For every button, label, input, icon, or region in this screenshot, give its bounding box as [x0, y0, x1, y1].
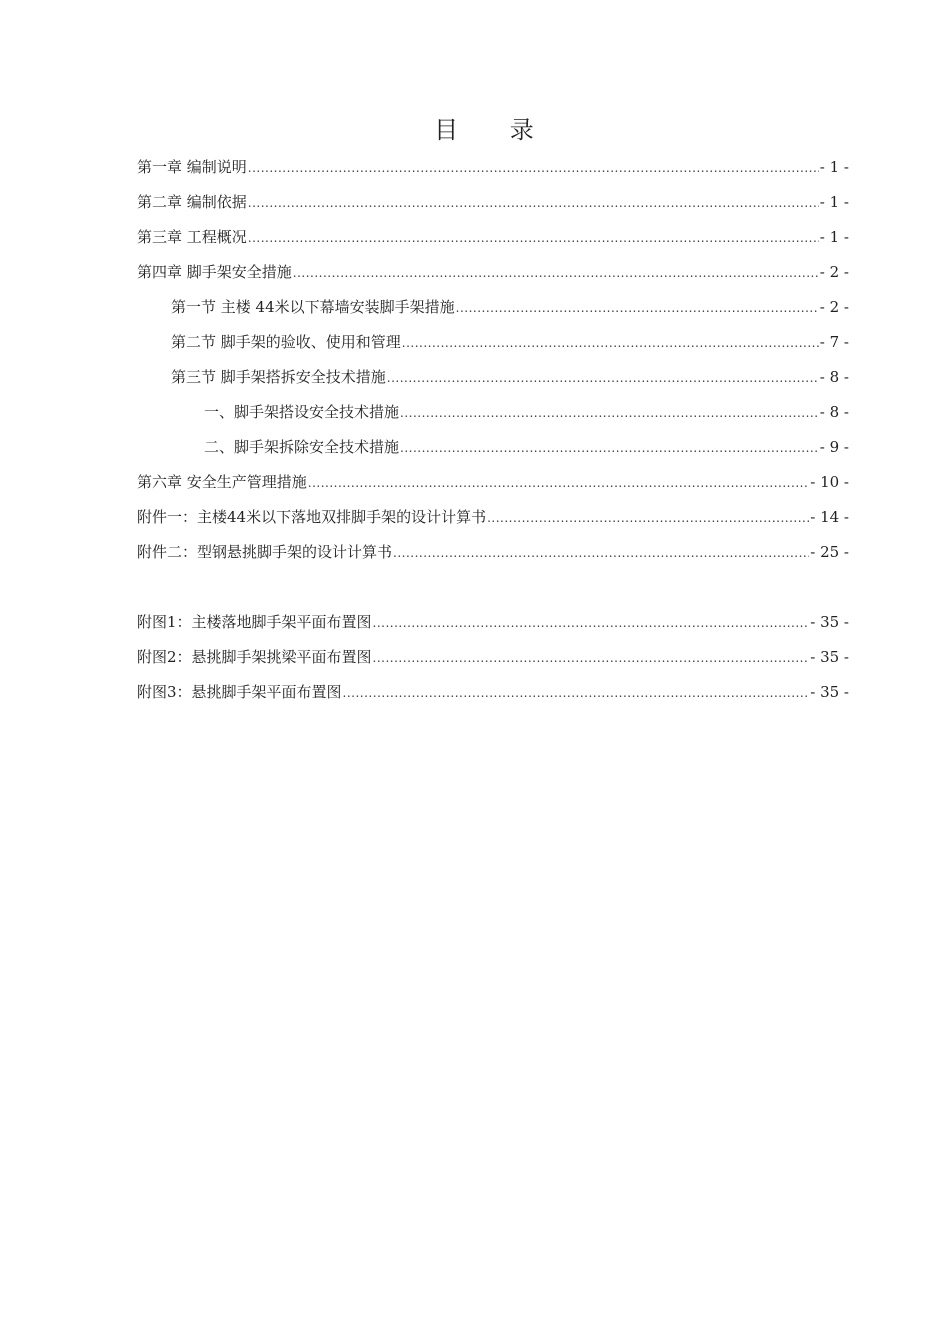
toc-leader-dots: [387, 360, 819, 396]
toc-leader-dots: [308, 465, 809, 501]
toc-entry-page: - 1 -: [819, 193, 849, 211]
toc-entry-page: - 2 -: [819, 263, 849, 281]
toc-entry-text: 附件二：型钢悬挑脚手架的设计计算书: [137, 543, 393, 561]
toc-entry-text: 第二章 编制依据: [137, 193, 247, 211]
toc-entry-page: - 2 -: [819, 298, 849, 316]
toc-entry-text: 附件一：主楼44米以下落地双排脚手架的设计计算书: [137, 508, 487, 526]
toc-entry-text: 一、脚手架搭设安全技术措施: [204, 403, 400, 421]
toc-entry-text: 附图2：悬挑脚手架挑梁平面布置图: [137, 648, 372, 666]
toc-entry[interactable]: [137, 220, 849, 255]
toc-entry-page: - 8 -: [819, 403, 849, 421]
toc-entry-text: 二、脚手架拆除安全技术措施: [204, 438, 400, 456]
toc-entry[interactable]: [137, 360, 849, 395]
toc-entry-page: - 10 -: [810, 473, 849, 491]
toc-leader-dots: [456, 290, 819, 326]
toc-entry-page: - 14 -: [810, 508, 849, 526]
toc-entry[interactable]: [137, 465, 849, 500]
toc-entry-page: - 1 -: [819, 228, 849, 246]
toc-entry-text: 第三章 工程概况: [137, 228, 247, 246]
toc-entry-text: 附图3：悬挑脚手架平面布置图: [137, 683, 342, 701]
toc-entry[interactable]: [137, 675, 849, 710]
toc-entry-page: - 1 -: [819, 158, 849, 176]
toc-leader-dots: [400, 430, 819, 466]
toc-entry-text: 第一节 主楼 44米以下幕墙安装脚手架措施: [171, 298, 455, 316]
toc-entry-page: - 35 -: [810, 613, 849, 631]
toc-entry[interactable]: [137, 430, 849, 465]
toc-leader-dots: [400, 395, 819, 431]
toc-entry-page: - 35 -: [810, 648, 849, 666]
toc-leader-dots: [293, 255, 819, 291]
toc-entry-page: - 35 -: [810, 683, 849, 701]
toc-leader-dots: [248, 220, 819, 256]
toc-leader-dots: [343, 675, 810, 711]
toc-leader-dots: [248, 150, 819, 186]
toc-entry[interactable]: [137, 535, 849, 570]
toc-entry-text: 附图1：主楼落地脚手架平面布置图: [137, 613, 372, 631]
toc-entry-page: - 25 -: [810, 543, 849, 561]
toc-leader-dots: [393, 535, 809, 571]
toc-leader-dots: [248, 185, 819, 221]
toc-entry[interactable]: [137, 325, 849, 360]
toc-leader-dots: [373, 605, 810, 641]
toc-entry[interactable]: [137, 185, 849, 220]
toc-entry-text: 第六章 安全生产管理措施: [137, 473, 307, 491]
toc-entry-page: - 9 -: [819, 438, 849, 456]
toc-entry[interactable]: [137, 290, 849, 325]
toc-entry[interactable]: [137, 255, 849, 290]
toc-entry[interactable]: [137, 605, 849, 640]
toc-entry[interactable]: [137, 150, 849, 185]
toc-entry-page: - 7 -: [819, 333, 849, 351]
toc-leader-dots: [402, 325, 819, 361]
toc-entry-text: 第一章 编制说明: [137, 158, 247, 176]
toc-leader-dots: [487, 500, 809, 536]
toc-entry[interactable]: [137, 500, 849, 535]
toc-entry-page: - 8 -: [819, 368, 849, 386]
toc-list: [137, 150, 849, 710]
toc-entry-text: 第二节 脚手架的验收、使用和管理: [171, 333, 401, 351]
toc-title: 目 录: [434, 116, 556, 144]
toc-leader-dots: [373, 640, 810, 676]
toc-entry-text: 第四章 脚手架安全措施: [137, 263, 292, 281]
toc-entry-text: 第三节 脚手架搭拆安全技术措施: [171, 368, 386, 386]
toc-entry[interactable]: [137, 640, 849, 675]
toc-entry[interactable]: [137, 395, 849, 430]
